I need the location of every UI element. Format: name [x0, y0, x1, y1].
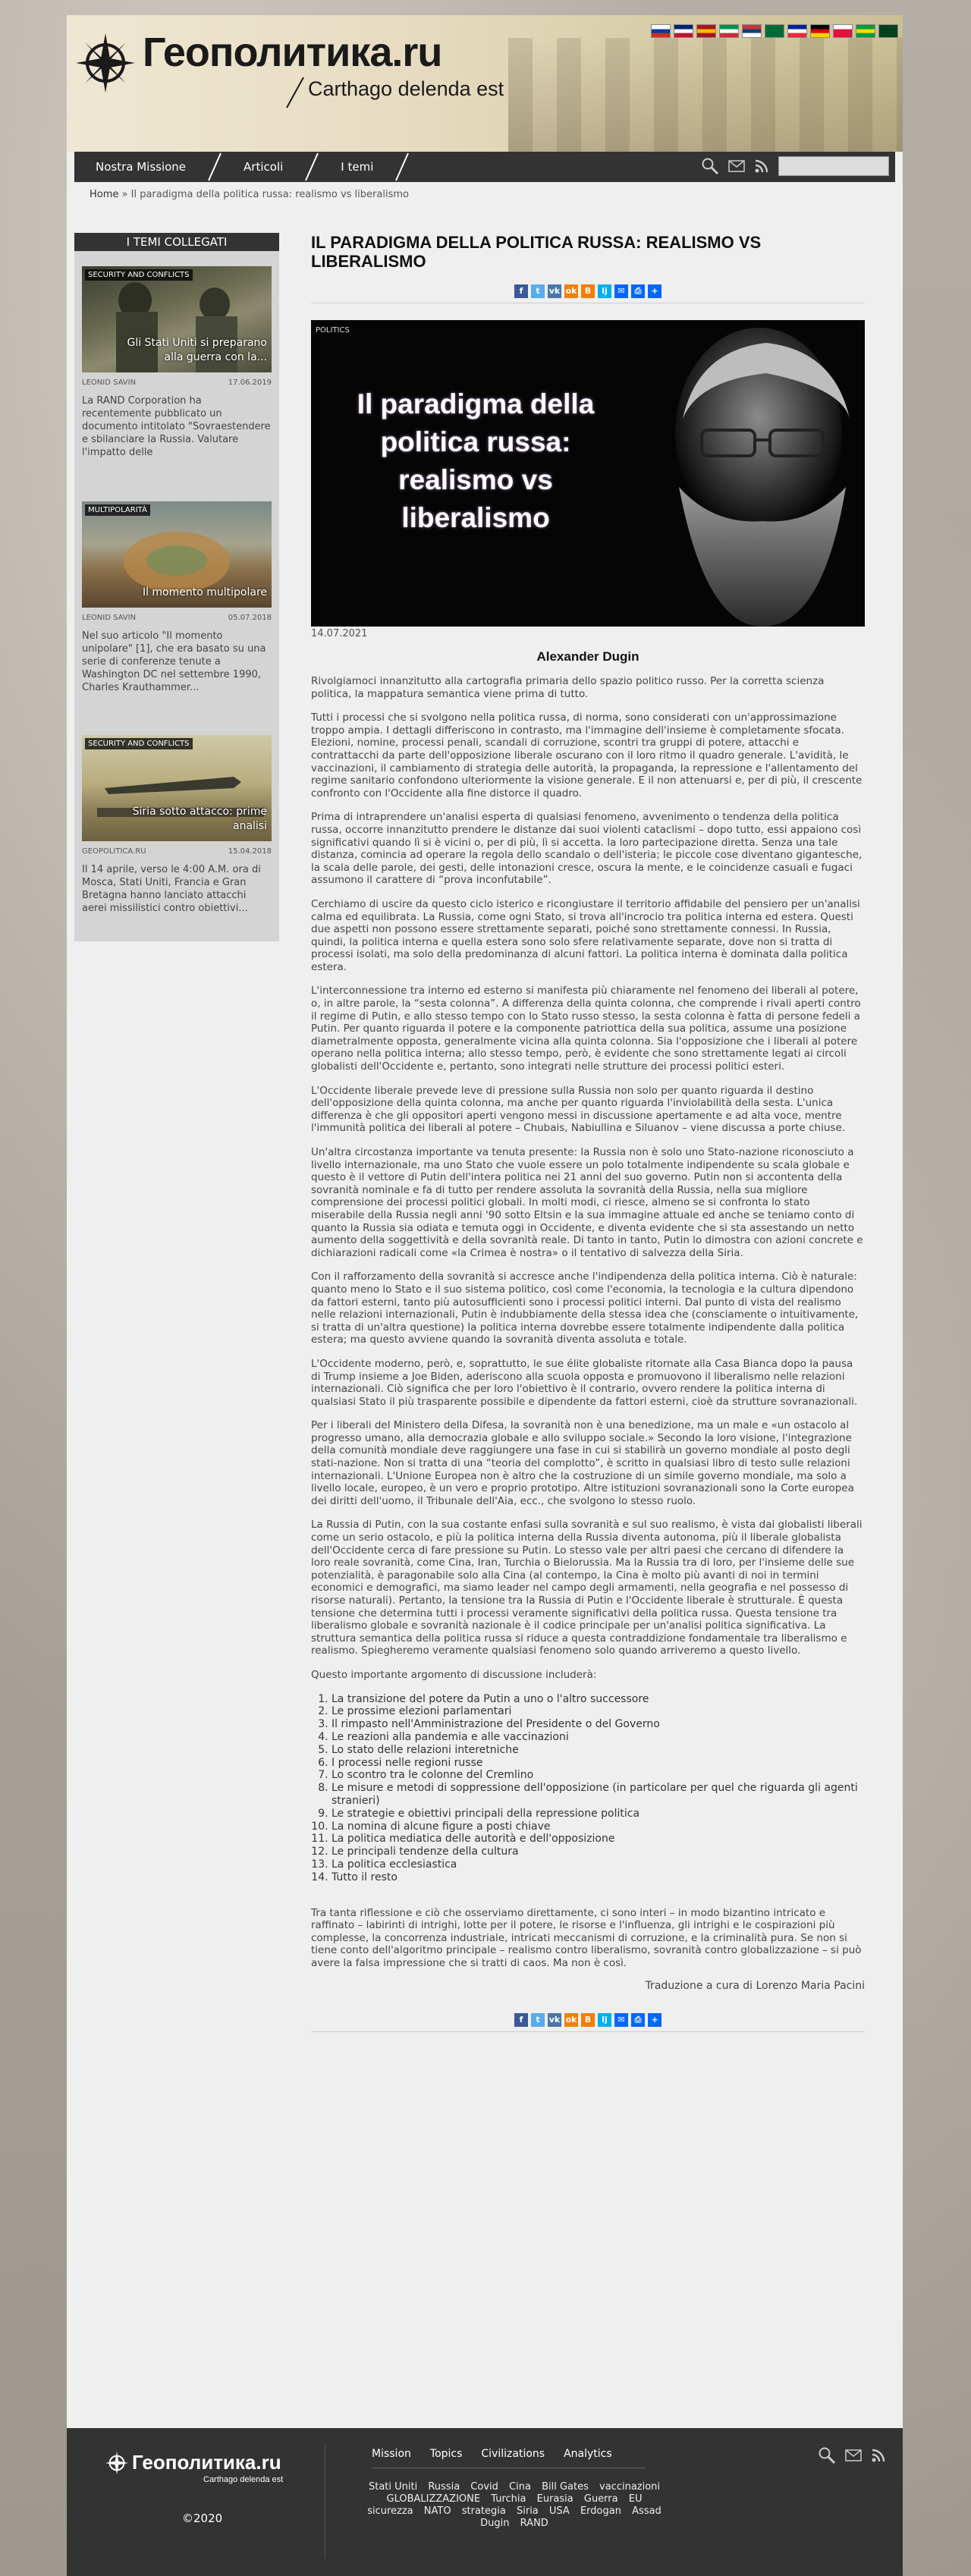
article-paragraph: Un'altra circostanza importante va tenuta presente: la Russia non è solo uno Stato-nazione riconosciuto a livello internazionale, ma uno Stato che vuole essere un polo totalmente indipendente su scala globale e questo è il vettore di Putin dell'intera politica nei 21 anni del suo governo. Putin non si accontenta della sovranità nominale e fa di tutto per rendere assoluta la sovranità della Russia, nella sua migliore comprensione dei processi politici globali. In molti modi, ci riesce, almeno se si confronta lo stato miserabile della Russia negli anni '90 sotto Eltsin e la sua immagine attuale ed anche se teniamo conto di quanto la Russia sia odiata e temuta oggi in Occidente, e diventa evidente che si sta assestando un netto aumento della soggettività e della sovranità reale. Di tanto in tanto, Putin lo dimostra con azioni concrete e dichiarazioni radicali come «la Crimea è nostra» o il tentativo di salvezza della Siria.: [311, 1146, 863, 1259]
article: [311, 233, 865, 2032]
compass-logo-icon[interactable]: [74, 32, 137, 94]
footer-tag-link[interactable]: sicurezza: [367, 2505, 413, 2517]
blogger-share-button[interactable]: B: [581, 284, 595, 298]
topic-list-item: 6. I processi nelle regioni russe: [332, 1757, 865, 1770]
related-topics-sidebar: [74, 233, 279, 941]
flag-pl-icon[interactable]: [833, 24, 853, 38]
footer-nav-topics[interactable]: Topics: [429, 2448, 463, 2460]
breadcrumb-current: Il paradigma della politica russa: realismo vs liberalismo: [130, 189, 409, 200]
article-title: IL PARADIGMA DELLA POLITICA RUSSA: REALISMO VS LIBERALISMO: [311, 233, 762, 271]
search-input[interactable]: [778, 156, 889, 176]
topic-list-item: 13. La politica ecclesiastica: [332, 1858, 865, 1871]
topics-list: [332, 1693, 865, 1884]
breadcrumb-home-link[interactable]: Home: [90, 189, 119, 200]
nav-item-i-temi[interactable]: I temi: [341, 160, 374, 174]
footer-copyright: ©2020: [182, 2512, 223, 2525]
twitter-share-button[interactable]: t: [531, 284, 545, 298]
site-header: [67, 15, 903, 152]
topic-list-item: 12. Le principali tendenze della cultura: [332, 1846, 865, 1858]
hero-category-tag: POLITICS: [316, 326, 350, 335]
rss-icon[interactable]: [871, 2448, 886, 2463]
related-card-author[interactable]: LEONID SAVIN: [82, 614, 137, 622]
related-card-excerpt: La RAND Corporation ha recentemente pubblicato un documento intitolato "Sovraestendere e sbilanciare la Russia. Valutare l'impatto delle: [82, 395, 271, 458]
topic-list-item: 8. Le misure e metodi di soppressione dell'opposizione (in particolare per quel che riguarda gli agenti stranieri): [332, 1782, 865, 1808]
related-card-image[interactable]: [82, 735, 272, 841]
footer-tag-link[interactable]: vaccinazioni: [599, 2481, 661, 2493]
article-paragraph: L'Occidente liberale prevede leve di pressione sulla Russia non solo per quanto riguarda il destino dell'opposizione della quinta colonna, ma anche per quanto riguarda l'inviolabilità della sesta. L'unica differenza è che gli oppositori aperti vengono messi in discussione apertamente e ad alta voce, mentre l'immunità politica dei liberali al potere – Chubais, Nabiullina e Siluanov – viene discussa a porte chiuse.: [311, 1084, 846, 1135]
sidebar-title: I TEMI COLLEGATI: [74, 233, 279, 251]
topic-list-item: 5. Lo stato delle relazioni interetniche: [332, 1744, 865, 1757]
related-card-author[interactable]: GEOPOLITICA.RU: [82, 847, 146, 856]
related-card-date: 15.04.2018: [228, 847, 272, 856]
flag-en-icon[interactable]: [674, 24, 693, 38]
breadcrumb-separator: »: [121, 189, 128, 200]
related-card-meta: [82, 614, 272, 622]
related-card[interactable]: [82, 735, 272, 915]
article-body: [311, 675, 865, 1682]
breadcrumb: [90, 189, 409, 200]
article-paragraph: Questo importante argomento di discussione includerà:: [311, 1668, 597, 1681]
related-card-tag: MULTIPOLARITÀ: [85, 504, 150, 516]
topic-list-item: 2. Le prossime elezioni parlamentari: [332, 1705, 865, 1718]
article-paragraph: La Russia di Putin, con la sua costante enfasi sulla sovranità e sul suo realismo, è vista dai globalisti liberali come un serio ostacolo, e più la politica interna della Russia diventa autonoma, più il liberale globalista dell'Occidente cerca di fare pressione su Putin. Lo stesso vale per altri paesi che cercano di difendere la loro reale sovranità, come Cina, Iran, Turchia o Bielorussia. Ma la Russia tra di loro, per l'insieme delle sue potenzialità, è paragonabile solo alla Cina (al contempo, la Cina è molto più avanti di noi in termini economici e demografici, ma siamo leader nel campo degli armamenti, nella geografia e nel possesso di risorse naturali). Pertanto, la tensione tra la Russia di Putin e l'Occidente liberale è strutturale. È questa tensione che determina tutti i processi veramente significativi della politica russa. Questa tensione tra liberalismo globale e sovranità nazionale è il codice principale per un'analisi politica significativa. La struttura semantica della politica russa si riduce a questa contraddizione fondamentale tra liberalismo e realismo. Spiegheremo veramente qualsiasi fenomeno solo quando arriveremo a questo livello.: [311, 1519, 863, 1657]
footer-tag-link[interactable]: NATO: [423, 2505, 451, 2517]
author-portrait-icon: [614, 320, 865, 627]
flag-rs-icon[interactable]: [742, 24, 762, 38]
footer-tag-link[interactable]: Dugin: [480, 2518, 510, 2529]
divider: [311, 2031, 865, 2032]
footer-tag-link[interactable]: Russia: [428, 2481, 460, 2493]
footer-tag-link[interactable]: Stati Uniti: [368, 2481, 418, 2493]
compass-logo-icon[interactable]: [105, 2451, 129, 2475]
related-card-meta: [82, 379, 272, 387]
nav-divider-icon: [304, 152, 319, 182]
share-bar-top: [311, 284, 865, 298]
tagline-slash-icon: [284, 76, 306, 109]
flag-pk-icon[interactable]: [878, 24, 898, 38]
footer-site-name[interactable]: Геополитика.ru: [132, 2451, 281, 2474]
related-card[interactable]: [82, 501, 272, 694]
vk-share-button[interactable]: vk: [548, 2013, 561, 2027]
page-container: [67, 15, 903, 2576]
odnoklassniki-share-button[interactable]: ok: [564, 284, 578, 298]
related-card-date: 05.07.2018: [228, 614, 272, 622]
nav-divider-icon: [394, 152, 410, 182]
language-flags: [651, 24, 898, 38]
topic-list-item: 9. Le strategie e obiettivi principali della repressione politica: [332, 1808, 865, 1820]
article-closing-paragraph: Tra tanta riflessione e ciò che osserviamo direttamente, ci sono interi – in modo bizantino intricato e raffinato – labirinti di intrighi, lotte per il potere, le risorse e l'influenza, gli intrighi e le cospirazioni più complesse, la concorrenza industriale, intricati meccanismi di corruzione, e la criminalità pura. Se non si tiene conto dell'algoritmo principale – realismo contro liberalismo, sovranità contro globalizzazione – si può avere la falsa impressione che si tratti di caos. Ma non è così.: [311, 1906, 862, 1969]
article-author[interactable]: Alexander Dugin: [536, 649, 639, 664]
flag-es-icon[interactable]: [696, 24, 716, 38]
facebook-share-button[interactable]: f: [514, 2013, 528, 2027]
related-card-image[interactable]: [82, 501, 272, 608]
article-paragraph: Cerchiamo di uscire da questo ciclo isterico e ricongiustare il territorio affidabile del pensiero per un'analisi calma ed equilibrata. La Russia, come ogni Stato, si trova all'incrocio tra politica interna ed estera. Questi due aspetti non possono essere strettamente separati, poiché sono strettamente connessi. In Russia, quindi, la politica interna e quella estera sono solo sfere relativamente separate, dove non si tratta di processi isolati, ma solo della predominanza di alcuni fattori. La politica interna è dominata dalla politica estera.: [311, 897, 860, 973]
flag-de-icon[interactable]: [810, 24, 830, 38]
article-paragraph: L'Occidente moderno, però, e, soprattutto, le sue élite globaliste ritornate alla Casa Bianca dopo la pausa di Trump insieme a Joe Biden, aderiscono alla scuola opposta e promuovono il liberalismo nelle relazioni internazionali. Ciò significa che per loro l'obiettivo è il contrario, ovvero rendere la politica interna di qualsiasi Stato il più trasparente possibile e dipendente da fattori esterni, cioè da strutture sovranazionali.: [311, 1357, 858, 1408]
flag-fr-icon[interactable]: [787, 24, 807, 38]
flag-br-icon[interactable]: [856, 24, 875, 38]
related-card-caption[interactable]: Siria sotto attacco: prime analisi: [132, 806, 267, 832]
footer-tag-cloud: [355, 2481, 674, 2530]
topic-list-item: 1. La transizione del potere da Putin a uno o l'altro successore: [332, 1693, 865, 1706]
topic-list-item: 14. Tutto il resto: [332, 1871, 865, 1884]
article-hero-image: [311, 320, 865, 627]
topic-list-item: 4. Le reazioni alla pandemia e alle vaccinazioni: [332, 1731, 865, 1744]
mail-icon[interactable]: [845, 2449, 862, 2461]
footer-navigation: [372, 2448, 612, 2460]
livejournal-share-button[interactable]: lj: [598, 2013, 611, 2027]
footer-tag-link[interactable]: Siria: [516, 2505, 539, 2517]
related-card-tag: SECURITY AND CONFLICTS: [85, 738, 193, 749]
related-card-author[interactable]: LEONID SAVIN: [82, 379, 137, 387]
article-paragraph: Con il rafforzamento della sovranità si accresce anche l'indipendenza della politica interna. Ciò è naturale: quanto meno lo Stato e il suo sistema politico, così come l'economia, la tecnologia e la cultura dipendono da fattori esterni, tanto più autosufficienti sono i processi politici interni. Dal punto di vista del realismo nelle relazioni internazionali, Putin è indubbiamente della stessa idea che (consciamente o intuitivamente, si tratta di un'altra questione) la politica interna dovrebbe essere totalmente indipendente dalla politica estera; ma questo avviene quando la sovranità diventa assoluta e totale.: [311, 1271, 859, 1346]
nav-tools: [701, 156, 889, 176]
footer-tag-link[interactable]: Turchia: [491, 2493, 526, 2505]
footer-tag-link[interactable]: GLOBALIZZAZIONE: [386, 2493, 481, 2505]
article-paragraph: Rivolgiamoci innanzitutto alla cartografia primaria dello spazio politico russo. Per la corretta scienza politica, la mappatura semantica viene prima di tutto.: [311, 675, 825, 700]
nav-divider-icon: [207, 152, 222, 182]
nav-item-articoli[interactable]: Articoli: [244, 160, 284, 174]
email-share-button[interactable]: ✉: [614, 2013, 628, 2027]
footer-tag-link[interactable]: strategia: [461, 2505, 506, 2517]
footer-tag-link[interactable]: RAND: [520, 2518, 548, 2529]
blogger-share-button[interactable]: B: [581, 2013, 595, 2027]
site-footer: [67, 2428, 903, 2576]
related-card-caption[interactable]: Gli Stati Uniti si preparano alla guerra con la...: [127, 337, 267, 363]
more-share-button[interactable]: +: [648, 2013, 661, 2027]
footer-tag-link[interactable]: EU: [628, 2493, 643, 2505]
livejournal-share-button[interactable]: lj: [598, 284, 611, 298]
footer-tagline: Carthago delenda est: [203, 2475, 284, 2484]
more-share-button[interactable]: +: [648, 284, 661, 298]
footer-tag-link[interactable]: Assad: [632, 2505, 661, 2517]
related-card-date: 17.06.2019: [228, 379, 272, 387]
chess-pieces-background: [508, 38, 903, 152]
topic-list-item: 3. Il rimpasto nell'Amministrazione del Presidente o del Governo: [332, 1718, 865, 1731]
rss-icon[interactable]: [754, 159, 769, 174]
related-card-image[interactable]: [82, 266, 272, 372]
footer-nav-analytics[interactable]: Analytics: [564, 2448, 612, 2460]
article-paragraph: Prima di intraprendere un'analisi esperta di qualsiasi fenomeno, avvenimento o tendenza della politica russa, occorre innanzitutto prendere le distanze dai suoi violenti cataclismi – dopo tutto, essi appaiono così significativi quando lì si è vicini o, per di più, lì si accetta. la loro partecipazione diretta. Senza una tale distanza, comincia ad operare la regola dello scandalo o dell'isteria; le piccole cose diventano gigantesche, la scala delle parole, dei gesti, delle intonazioni cresce, oscura la mente, e le coincidenze casuali e fugaci assumono il carattere di “prova inconfutabile”.: [311, 811, 863, 887]
flag-ru-icon[interactable]: [651, 24, 671, 38]
flag-sa-icon[interactable]: [765, 24, 784, 38]
topic-list-item: 7. Lo scontro tra le colonne del Cremlino: [332, 1769, 865, 1782]
print-share-button[interactable]: ⎙: [631, 2013, 645, 2027]
hero-title: Il paradigma della politica russa: realismo vs liberalismo: [357, 388, 595, 533]
site-tagline: Carthago delenda est: [308, 77, 504, 100]
footer-nav-mission[interactable]: Mission: [372, 2448, 411, 2460]
footer-tag-link[interactable]: Cina: [509, 2481, 531, 2493]
vk-share-button[interactable]: vk: [548, 284, 561, 298]
footer-tag-link[interactable]: Covid: [470, 2481, 498, 2493]
flag-it-icon[interactable]: [719, 24, 739, 38]
topic-list-item: 10. La nomina di alcune figure a posti chiave: [332, 1820, 865, 1833]
footer-tag-link[interactable]: USA: [548, 2505, 570, 2517]
share-bar-bottom: [311, 2013, 865, 2027]
footer-tag-link[interactable]: Erdogan: [580, 2505, 621, 2517]
article-paragraph: L'interconnessione tra interno ed esterno si manifesta più chiaramente nel fenomeno dei liberali al potere, o, in altre parole, la “sesta colonna”. A differenza della quinta colonna, che comprende i rivali aperti contro il regime di Putin, e allo stesso tempo con lo Stato russo stesso, la sesta colonna è fatta di persone fedeli a Putin. Per quanto riguarda il potere e la componente patriottica della sua politica, assume una posizione diametralmente opposta, generalmente vicina alla quinta colonna. Sia l'opposizione che i liberali al potere operano nella politica interna; allo stesso tempo, però, è evidente che sono strettamente legati ai circoli globalisti dell'Occidente e, pertanto, sono integrati nelle strutture dei processi politici esteri.: [311, 985, 861, 1073]
topic-list-item: 11. La politica mediatica delle autorità e dell'opposizione: [332, 1833, 865, 1846]
related-card-meta: [82, 847, 272, 856]
article-translator: Traduzione a cura di Lorenzo Maria Pacini: [645, 1980, 865, 1993]
search-icon[interactable]: [818, 2446, 836, 2464]
related-card-excerpt: Il 14 aprile, verso le 4:00 A.M. ora di Mosca, Stati Uniti, Francia e Gran Bretagna hanno lanciato attacchi aerei missilistici contro obiettivi...: [82, 864, 261, 914]
facebook-share-button[interactable]: f: [514, 284, 528, 298]
search-icon[interactable]: [701, 157, 719, 175]
footer-tag-link[interactable]: Guerra: [583, 2493, 618, 2505]
related-card-excerpt: Nel suo articolo "Il momento unipolare" [1], che era basato su una serie di conferenze tenute a Washington DC nel settembre 1990, Charles Krauthammer...: [82, 630, 266, 693]
article-paragraph: Per i liberali del Ministero della Difesa, la sovranità non è una benedizione, ma un male e «un ostacolo al progresso umano, alla democrazia globale e allo sviluppo sociale.» Secondo la loro visione, l'integrazione della comunità mondiale deve raggiungere una fase in cui si stabilirà un governo mondiale al posto degli stati-nazione. Non si tratta di una “teoria del complotto”, è scritto in qualsiasi libro di testo sulle relazioni internazionali. L'Unione Europea non è altro che la costruzione di un simile governo mondiale, ma solo a livello locale, europeo, è un vero e proprio prototipo. Altre istituzioni sovranazionali sono la Corte europea dei diritti dell'uomo, il Tribunale dell'Aia, ecc., che svolgono lo stesso ruolo.: [311, 1419, 854, 1507]
nav-item-nostra-missione[interactable]: Nostra Missione: [96, 160, 187, 174]
footer-tools: [818, 2446, 886, 2464]
related-card-caption[interactable]: Il momento multipolare: [142, 586, 267, 598]
footer-tag-link[interactable]: Eurasia: [536, 2493, 573, 2505]
odnoklassniki-share-button[interactable]: ok: [564, 2013, 578, 2027]
article-paragraph: Tutti i processi che si svolgono nella politica russa, di norma, sono considerati con un'approssimazione troppo ampia. I dettagli differiscono in contrasto, ma l'immagine dell'insieme è completamente sfocata. Elezioni, nomine, processi penali, scandali di corruzione, scontri tra gruppi di potere, attacchi e contrattacchi da parte dell'opposizione liberale oscurano con il loro ritmo il quadro generale. L'avidità, le vaccinazioni, il cambiamento di strategia delle autorità, la propaganda, la repressione e l'allentamento del regime sanitario confondono ulteriormente la visione generale. E il non attenuarsi e, per di più, il crescente confronto con l'Occidente alla fine distorce il quadro.: [311, 712, 863, 800]
related-card-tag: SECURITY AND CONFLICTS: [85, 269, 193, 281]
print-share-button[interactable]: ⎙: [631, 284, 645, 298]
email-share-button[interactable]: ✉: [614, 284, 628, 298]
site-name[interactable]: Геополитика.ru: [143, 30, 442, 75]
mail-icon[interactable]: [728, 160, 745, 172]
article-date: 14.07.2021: [311, 628, 368, 639]
footer-nav-civilizations[interactable]: Civilizations: [481, 2448, 545, 2460]
related-card[interactable]: [82, 266, 272, 459]
main-navigation: [74, 152, 895, 182]
twitter-share-button[interactable]: t: [531, 2013, 545, 2027]
footer-tag-link[interactable]: Bill Gates: [542, 2481, 589, 2493]
